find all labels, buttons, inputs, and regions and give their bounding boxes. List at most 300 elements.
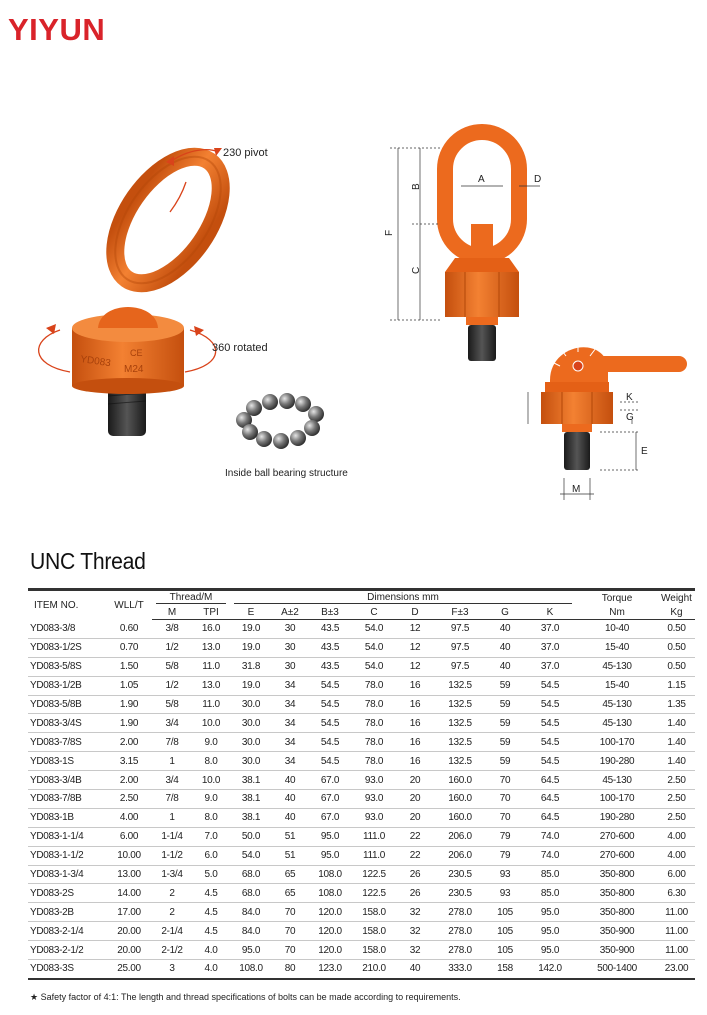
table-row (28, 941, 695, 960)
table-cell: 122.5 (352, 865, 396, 884)
table-cell: 54.5 (524, 752, 576, 771)
table-cell: 278.0 (434, 922, 486, 941)
table-cell: 10-40 (576, 620, 658, 639)
table-cell: 17.00 (106, 903, 152, 922)
table-cell: 2.50 (658, 790, 695, 809)
label-pivot: 230 pivot (223, 147, 268, 159)
table-cell: 95.0 (524, 941, 576, 960)
table-cell: 0.50 (658, 620, 695, 639)
table-cell: 54.0 (352, 657, 396, 676)
table-cell: 54.5 (308, 733, 352, 752)
table-cell: 25.00 (106, 960, 152, 979)
table-cell: 123.0 (308, 960, 352, 979)
table-row (28, 771, 695, 790)
table-cell: 20 (396, 790, 434, 809)
table-cell: 1-3/4 (152, 865, 192, 884)
table-cell: 278.0 (434, 941, 486, 960)
table-cell: 111.0 (352, 827, 396, 846)
table-cell: 108.0 (308, 865, 352, 884)
table-cell: 59 (486, 676, 524, 695)
table-cell: 59 (486, 714, 524, 733)
table-cell: 7.0 (192, 827, 230, 846)
table-cell: 67.0 (308, 790, 352, 809)
table-cell: 7/8 (152, 733, 192, 752)
header-torque: Torque (576, 590, 658, 606)
table-cell: 2-1/2 (152, 941, 192, 960)
table-cell: 34 (272, 714, 308, 733)
table-cell: 68.0 (230, 865, 272, 884)
table-cell: 65 (272, 865, 308, 884)
table-cell: 6.0 (192, 846, 230, 865)
item-no-cell: YD083-1-1/4 (28, 827, 106, 846)
table-cell: 1.40 (658, 752, 695, 771)
table-cell: 132.5 (434, 752, 486, 771)
table-cell: 38.1 (230, 790, 272, 809)
item-no-cell: YD083-5/8S (28, 657, 106, 676)
table-cell: 108.0 (230, 960, 272, 979)
table-cell: 100-170 (576, 790, 658, 809)
table-cell: 95.0 (524, 922, 576, 941)
table-cell: 120.0 (308, 903, 352, 922)
table-cell: 54.5 (308, 676, 352, 695)
table-cell: 0.50 (658, 657, 695, 676)
table-cell: 1.15 (658, 676, 695, 695)
table-cell: 37.0 (524, 620, 576, 639)
subheader-tpi: TPI (192, 605, 230, 620)
table-cell: 1-1/2 (152, 846, 192, 865)
table-cell: 4.0 (192, 960, 230, 979)
header-dimensions: Dimensions mm (230, 590, 576, 606)
subheader-nm: Nm (576, 605, 658, 620)
table-cell: 26 (396, 865, 434, 884)
table-cell: 45-130 (576, 695, 658, 714)
table-cell: 64.5 (524, 808, 576, 827)
subheader-c: C (352, 605, 396, 620)
header-wll: WLL/T (106, 590, 152, 620)
table-cell: 54.5 (524, 676, 576, 695)
product-illustration (0, 90, 707, 510)
table-cell: 190-280 (576, 752, 658, 771)
table-cell: 230.5 (434, 884, 486, 903)
table-cell: 500-1400 (576, 960, 658, 979)
table-cell: 26 (396, 884, 434, 903)
table-cell: 34 (272, 752, 308, 771)
header-thread: Thread/M (152, 590, 230, 606)
table-cell: 12 (396, 657, 434, 676)
subheader-kg: Kg (658, 605, 695, 620)
table-cell: 78.0 (352, 676, 396, 695)
table-cell: 1.90 (106, 695, 152, 714)
table-cell: 93.0 (352, 808, 396, 827)
table-cell: 97.5 (434, 657, 486, 676)
table-cell: 95.0 (308, 827, 352, 846)
table-cell: 74.0 (524, 846, 576, 865)
table-cell: 38.1 (230, 771, 272, 790)
table-row (28, 884, 695, 903)
table-cell: 0.70 (106, 638, 152, 657)
table-cell: 34 (272, 695, 308, 714)
product-figure (0, 90, 707, 510)
side-view-drawing (528, 342, 687, 500)
table-cell: 95.0 (308, 846, 352, 865)
table-row (28, 714, 695, 733)
table-cell: 158 (486, 960, 524, 979)
table-cell: 100-170 (576, 733, 658, 752)
table-cell: 160.0 (434, 808, 486, 827)
table-cell: 16 (396, 752, 434, 771)
table-cell: 6.00 (658, 865, 695, 884)
table-cell: 2 (152, 884, 192, 903)
subheader-e: E (230, 605, 272, 620)
table-cell: 4.5 (192, 884, 230, 903)
item-no-cell: YD083-2-1/2 (28, 941, 106, 960)
table-cell: 12 (396, 638, 434, 657)
dim-label-c: C (411, 266, 422, 274)
table-cell: 2.00 (106, 771, 152, 790)
table-cell: 54.5 (524, 714, 576, 733)
item-no-cell: YD083-1-3/4 (28, 865, 106, 884)
table-cell: 34 (272, 733, 308, 752)
table-cell: 16 (396, 733, 434, 752)
table-cell: 80 (272, 960, 308, 979)
table-cell: 70 (486, 808, 524, 827)
table-cell: 54.5 (524, 733, 576, 752)
item-no-cell: YD083-1-1/2 (28, 846, 106, 865)
table-cell: 22 (396, 827, 434, 846)
header-item: ITEM NO. (28, 590, 106, 620)
table-cell: 43.5 (308, 638, 352, 657)
subheader-b: B±3 (308, 605, 352, 620)
table-cell: 2.50 (658, 771, 695, 790)
table-cell: 70 (272, 903, 308, 922)
table-cell: 11.00 (658, 941, 695, 960)
table-cell: 8.0 (192, 752, 230, 771)
table-cell: 1-1/4 (152, 827, 192, 846)
table-cell: 270-600 (576, 827, 658, 846)
subheader-a: A±2 (272, 605, 308, 620)
table-cell: 54.0 (352, 638, 396, 657)
footnote: ★ Safety factor of 4:1: The length and thread specifications of bolts can be made according to requirements. (30, 992, 461, 1002)
table-cell: 122.5 (352, 884, 396, 903)
table-cell: 78.0 (352, 695, 396, 714)
table-row (28, 790, 695, 809)
table-cell: 210.0 (352, 960, 396, 979)
table-cell: 67.0 (308, 771, 352, 790)
table-cell: 64.5 (524, 790, 576, 809)
table-cell: 30.0 (230, 695, 272, 714)
table-cell: 32 (396, 903, 434, 922)
table-cell: 3/4 (152, 714, 192, 733)
front-view-drawing (384, 132, 541, 361)
table-cell: 0.50 (658, 638, 695, 657)
table-cell: 4.0 (192, 941, 230, 960)
table-cell: 3/4 (152, 771, 192, 790)
table-cell: 4.00 (658, 827, 695, 846)
table-cell: 68.0 (230, 884, 272, 903)
table-cell: 0.60 (106, 620, 152, 639)
table-cell: 40 (272, 790, 308, 809)
table-cell: 10.0 (192, 771, 230, 790)
brand-logo: YIYUN (8, 12, 106, 47)
table-cell: 132.5 (434, 714, 486, 733)
table-cell: 278.0 (434, 903, 486, 922)
subheader-m: M (152, 605, 192, 620)
item-no-cell: YD083-3/4S (28, 714, 106, 733)
table-cell: 31.8 (230, 657, 272, 676)
table-cell: 10.00 (106, 846, 152, 865)
table-cell: 105 (486, 922, 524, 941)
table-cell: 1/2 (152, 638, 192, 657)
table-cell: 51 (272, 846, 308, 865)
table-cell: 16 (396, 695, 434, 714)
table-cell: 11.00 (658, 903, 695, 922)
table-cell: 4.00 (658, 846, 695, 865)
table-cell: 54.5 (308, 695, 352, 714)
table-cell: 158.0 (352, 903, 396, 922)
table-cell: 84.0 (230, 922, 272, 941)
table-cell: 40 (486, 657, 524, 676)
table-cell: 6.00 (106, 827, 152, 846)
table-row (28, 733, 695, 752)
table-cell: 78.0 (352, 733, 396, 752)
table-cell: 12 (396, 620, 434, 639)
table-cell: 70 (486, 771, 524, 790)
item-no-cell: YD083-1B (28, 808, 106, 827)
table-cell: 2.00 (106, 733, 152, 752)
table-cell: 40 (396, 960, 434, 979)
table-cell: 105 (486, 941, 524, 960)
table-cell: 11.0 (192, 657, 230, 676)
subheader-f: F±3 (434, 605, 486, 620)
table-cell: 50.0 (230, 827, 272, 846)
table-cell: 79 (486, 846, 524, 865)
svg-text:CE: CE (130, 348, 143, 358)
table-cell: 45-130 (576, 714, 658, 733)
table-cell: 206.0 (434, 846, 486, 865)
table-cell: 10.0 (192, 714, 230, 733)
dim-label-m: M (572, 484, 581, 495)
dim-label-k: K (626, 392, 633, 403)
table-cell: 40 (272, 771, 308, 790)
table-row (28, 620, 695, 639)
table-cell: 350-900 (576, 941, 658, 960)
table-cell: 132.5 (434, 695, 486, 714)
table-row (28, 846, 695, 865)
table-cell: 111.0 (352, 846, 396, 865)
table-cell: 190-280 (576, 808, 658, 827)
table-cell: 54.0 (352, 620, 396, 639)
table-cell: 9.0 (192, 733, 230, 752)
table-cell: 74.0 (524, 827, 576, 846)
table-cell: 64.5 (524, 771, 576, 790)
table-cell: 206.0 (434, 827, 486, 846)
table-cell: 30 (272, 620, 308, 639)
table-cell: 37.0 (524, 638, 576, 657)
table-cell: 20.00 (106, 941, 152, 960)
table-cell: 45-130 (576, 657, 658, 676)
table-cell: 270-600 (576, 846, 658, 865)
table-cell: 6.30 (658, 884, 695, 903)
table-cell: 350-800 (576, 865, 658, 884)
table-cell: 51 (272, 827, 308, 846)
table-cell: 3.15 (106, 752, 152, 771)
table-cell: 32 (396, 941, 434, 960)
table-cell: 70 (486, 790, 524, 809)
table-cell: 13.0 (192, 676, 230, 695)
label-bearing: Inside ball bearing structure (225, 468, 348, 479)
dim-label-f: F (384, 229, 395, 236)
table-cell: 1.40 (658, 714, 695, 733)
item-no-cell: YD083-1S (28, 752, 106, 771)
table-row (28, 695, 695, 714)
table-cell: 7/8 (152, 790, 192, 809)
table-cell: 54.0 (230, 846, 272, 865)
table-cell: 30.0 (230, 714, 272, 733)
table-cell: 4.00 (106, 808, 152, 827)
table-cell: 59 (486, 695, 524, 714)
table-cell: 9.0 (192, 790, 230, 809)
table-cell: 230.5 (434, 865, 486, 884)
table-cell: 40 (486, 620, 524, 639)
table-cell: 11.0 (192, 695, 230, 714)
table-cell: 43.5 (308, 620, 352, 639)
table-cell: 5/8 (152, 657, 192, 676)
table-cell: 13.00 (106, 865, 152, 884)
table-row (28, 808, 695, 827)
table-cell: 78.0 (352, 752, 396, 771)
swivel-eyebolt-3d (39, 138, 242, 436)
table-cell: 5.0 (192, 865, 230, 884)
table-row (28, 903, 695, 922)
item-no-cell: YD083-2S (28, 884, 106, 903)
table-cell: 37.0 (524, 657, 576, 676)
table-cell: 19.0 (230, 638, 272, 657)
table-cell: 97.5 (434, 638, 486, 657)
table-cell: 13.0 (192, 638, 230, 657)
table-cell: 132.5 (434, 733, 486, 752)
item-no-cell: YD083-5/8B (28, 695, 106, 714)
table-cell: 4.5 (192, 903, 230, 922)
table-cell: 85.0 (524, 884, 576, 903)
table-cell: 108.0 (308, 884, 352, 903)
table-cell: 14.00 (106, 884, 152, 903)
item-no-cell: YD083-3S (28, 960, 106, 979)
table-cell: 15-40 (576, 676, 658, 695)
table-cell: 23.00 (658, 960, 695, 979)
table-cell: 93 (486, 884, 524, 903)
table-cell: 30 (272, 657, 308, 676)
label-rotated: 360 rotated (212, 342, 268, 354)
table-cell: 22 (396, 846, 434, 865)
table-cell: 15-40 (576, 638, 658, 657)
subheader-g: G (486, 605, 524, 620)
table-cell: 1.90 (106, 714, 152, 733)
table-cell: 1.40 (658, 733, 695, 752)
dim-label-g: G (626, 412, 634, 423)
subheader-k: K (524, 605, 576, 620)
table-row (28, 922, 695, 941)
table-cell: 105 (486, 903, 524, 922)
subheader-d: D (396, 605, 434, 620)
table-cell: 95.0 (230, 941, 272, 960)
item-no-cell: YD083-7/8S (28, 733, 106, 752)
table-cell: 5/8 (152, 695, 192, 714)
item-no-cell: YD083-3/8 (28, 620, 106, 639)
table-cell: 70 (272, 922, 308, 941)
table-cell: 1 (152, 752, 192, 771)
table-cell: 1 (152, 808, 192, 827)
table-cell: 1.35 (658, 695, 695, 714)
table-cell: 3/8 (152, 620, 192, 639)
table-cell: 85.0 (524, 865, 576, 884)
table-cell: 20 (396, 808, 434, 827)
table-cell: 160.0 (434, 790, 486, 809)
table-row (28, 676, 695, 695)
table-cell: 132.5 (434, 676, 486, 695)
table-cell: 120.0 (308, 941, 352, 960)
table-cell: 30 (272, 638, 308, 657)
table-cell: 30.0 (230, 752, 272, 771)
table-cell: 2.50 (106, 790, 152, 809)
table-cell: 93 (486, 865, 524, 884)
dim-label-a: A (478, 174, 485, 185)
table-cell: 158.0 (352, 941, 396, 960)
table-cell: 158.0 (352, 922, 396, 941)
item-no-cell: YD083-2B (28, 903, 106, 922)
spec-table (28, 588, 695, 980)
header-weight: Weight (658, 590, 695, 606)
table-cell: 350-800 (576, 903, 658, 922)
table-cell: 97.5 (434, 620, 486, 639)
table-cell: 16 (396, 676, 434, 695)
dim-label-e: E (641, 446, 648, 457)
table-cell: 40 (272, 808, 308, 827)
table-cell: 59 (486, 733, 524, 752)
marking-thread: M24 (124, 364, 144, 375)
spec-table-body (28, 620, 695, 979)
table-cell: 350-900 (576, 922, 658, 941)
item-no-cell: YD083-1/2S (28, 638, 106, 657)
item-no-cell: YD083-7/8B (28, 790, 106, 809)
item-no-cell: YD083-3/4B (28, 771, 106, 790)
table-cell: 84.0 (230, 903, 272, 922)
table-cell: 160.0 (434, 771, 486, 790)
table-row (28, 752, 695, 771)
section-title: UNC Thread (30, 548, 146, 574)
table-cell: 1.05 (106, 676, 152, 695)
table-cell: 333.0 (434, 960, 486, 979)
table-cell: 38.1 (230, 808, 272, 827)
table-cell: 1.50 (106, 657, 152, 676)
table-cell: 65 (272, 884, 308, 903)
marking-model: YD083 (79, 354, 112, 370)
table-cell: 79 (486, 827, 524, 846)
table-cell: 4.5 (192, 922, 230, 941)
table-cell: 45-130 (576, 771, 658, 790)
table-cell: 11.00 (658, 922, 695, 941)
table-cell: 40 (486, 638, 524, 657)
dim-label-d: D (534, 174, 542, 185)
table-cell: 43.5 (308, 657, 352, 676)
table-row (28, 827, 695, 846)
table-cell: 34 (272, 676, 308, 695)
item-no-cell: YD083-1/2B (28, 676, 106, 695)
table-cell: 142.0 (524, 960, 576, 979)
table-cell: 16 (396, 714, 434, 733)
table-cell: 2-1/4 (152, 922, 192, 941)
dim-label-b: B (411, 183, 422, 190)
table-cell: 350-800 (576, 884, 658, 903)
